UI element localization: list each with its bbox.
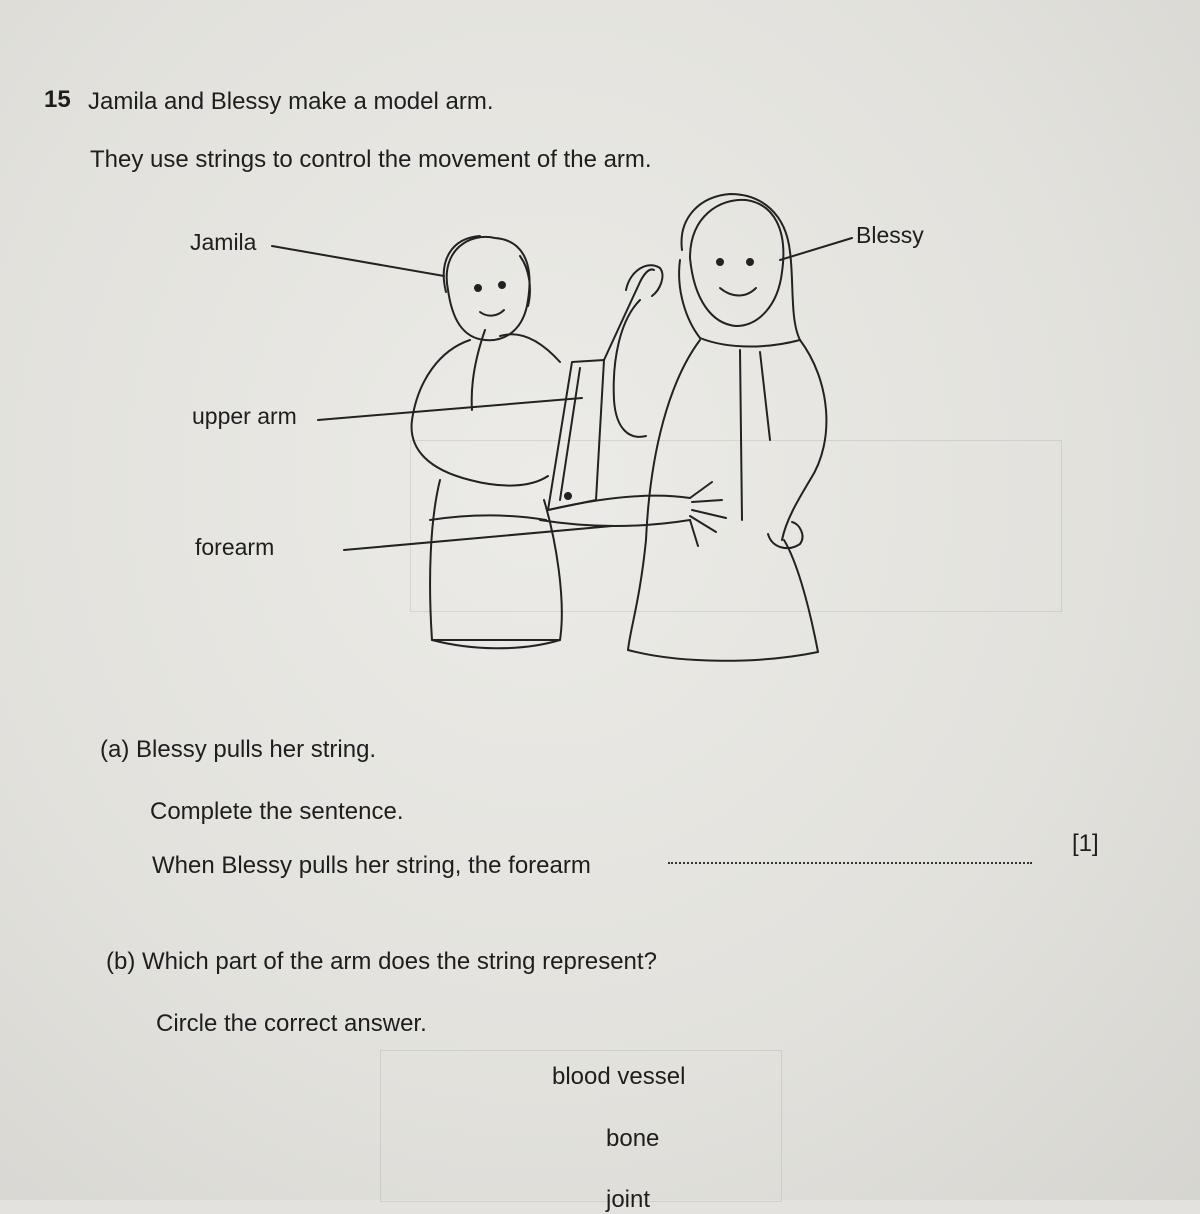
part-a-label: (a) Blessy pulls her string.	[100, 736, 377, 763]
part-a-answer-line[interactable]	[668, 862, 1032, 864]
answer-option-bone[interactable]: bone	[606, 1125, 660, 1152]
question-intro: They use strings to control the movement of the arm.	[90, 146, 652, 173]
jamila-leader-line	[272, 246, 444, 276]
jamila-figure	[412, 236, 562, 648]
forearm-leader-line	[344, 526, 612, 550]
answer-option-joint[interactable]: joint	[606, 1186, 651, 1213]
label-upper-arm: upper arm	[192, 403, 297, 429]
part-a-instruction: Complete the sentence.	[150, 798, 404, 825]
part-a-sentence-stem: When Blessy pulls her string, the forearm	[152, 852, 591, 879]
question-number: 15	[44, 86, 71, 113]
blessy-figure	[614, 194, 827, 661]
part-b-instruction: Circle the correct answer.	[156, 1010, 427, 1037]
upper-arm-leader-line	[318, 398, 582, 420]
question-title: Jamila and Blessy make a model arm.	[88, 88, 494, 115]
answer-option-blood-vessel[interactable]: blood vessel	[552, 1063, 686, 1090]
part-b-label: (b) Which part of the arm does the string represent?	[106, 948, 657, 975]
model-arm	[540, 270, 726, 547]
part-a-marks: [1]	[1072, 830, 1099, 857]
label-blessy: Blessy	[856, 222, 924, 248]
label-forearm: forearm	[195, 534, 275, 560]
label-jamila: Jamila	[190, 229, 257, 255]
